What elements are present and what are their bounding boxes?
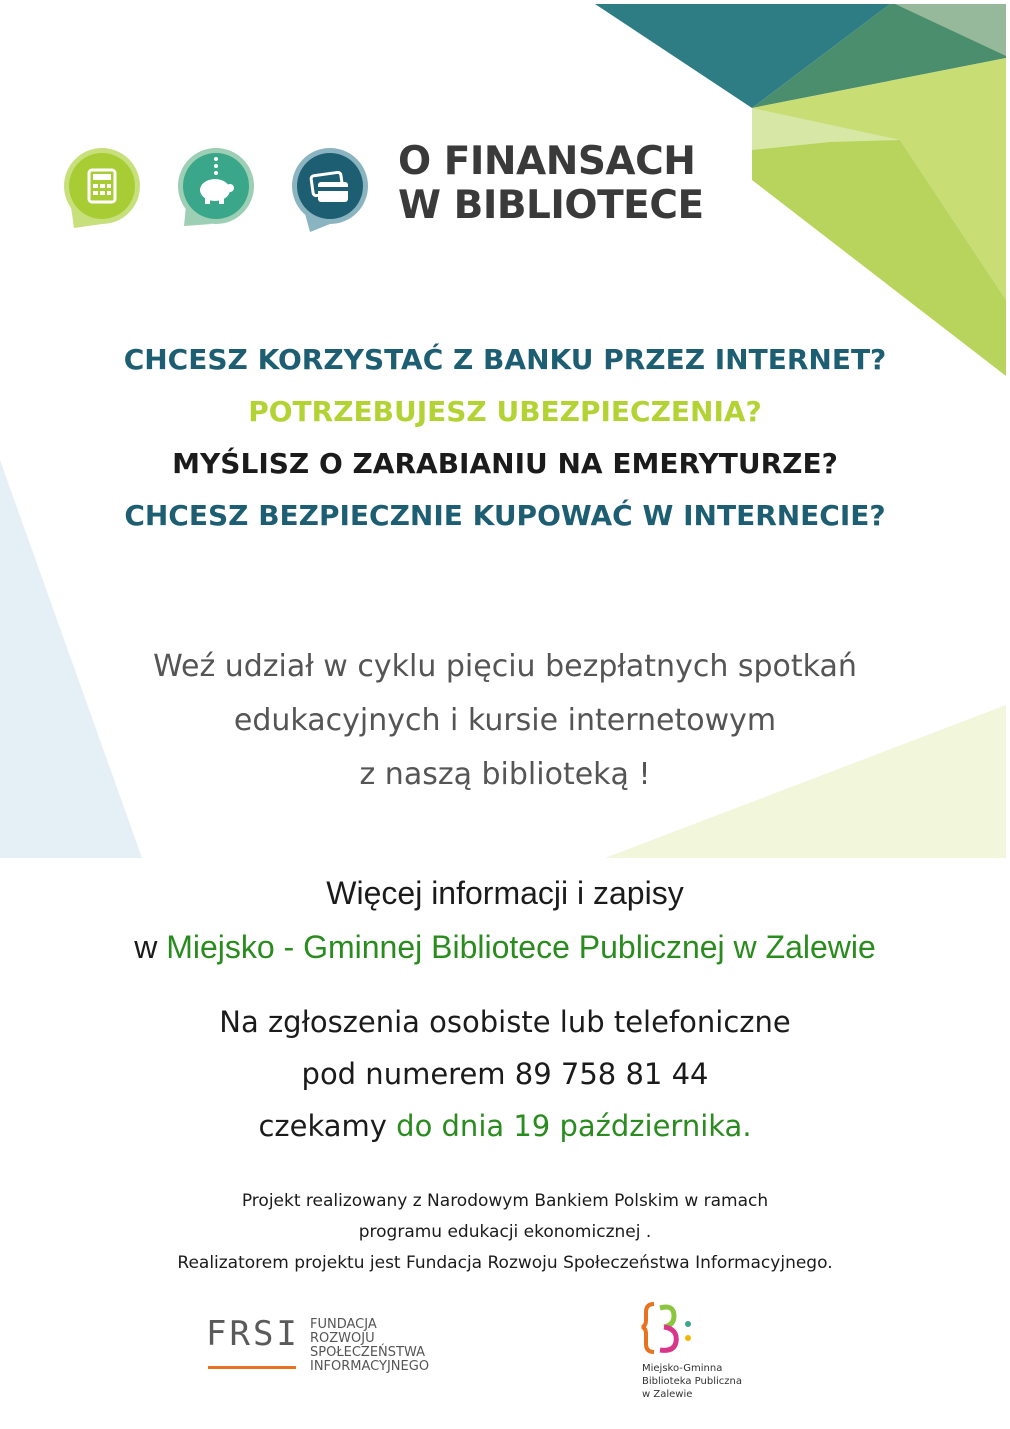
question-online-shopping: CHCESZ BEZPIECZNIE KUPOWAĆ W INTERNECIE? — [124, 499, 886, 532]
frsi-logo-mark: FRSI — [206, 1314, 300, 1354]
signup-line: Na zgłoszenia osobiste lub telefoniczne — [219, 1005, 791, 1039]
frsi-logo-underline — [208, 1366, 296, 1369]
signup-phone: pod numerem 89 758 81 44 — [301, 1057, 709, 1091]
library-logo-text — [642, 1362, 742, 1401]
library-logo-text-line: Biblioteka Publiczna — [642, 1376, 742, 1387]
project-line: Projekt realizowany z Narodowym Bankiem Polskim w ramach — [241, 1191, 769, 1211]
invitation-line: z naszą biblioteką ! — [359, 757, 651, 792]
credit-card-icon — [286, 146, 376, 236]
invitation-text — [0, 640, 1010, 802]
frsi-logo-text — [310, 1318, 429, 1374]
library-logo-text-line: w Zalewie — [642, 1389, 693, 1400]
project-line: programu edukacji ekonomicznej . — [358, 1222, 652, 1242]
library-name: Miejsko - Gminnej Bibliotece Publicznej w Zalewie — [166, 929, 876, 965]
invitation-line: Weź udział w cyklu pięciu bezpłatnych spotkań — [153, 649, 857, 684]
info-location — [0, 920, 1010, 974]
info-location-prefix: w — [134, 929, 167, 965]
campaign-title-line1: O FINANSACH — [398, 139, 696, 184]
project-info — [0, 1186, 1010, 1279]
project-line: Realizatorem projektu jest Fundacja Rozwoju Społeczeństwa Informacyjnego. — [177, 1253, 833, 1273]
signup-deadline: do dnia 19 października. — [396, 1109, 752, 1143]
question-online-banking: CHCESZ KORZYSTAĆ Z BANKU PRZEZ INTERNET? — [123, 343, 887, 376]
frsi-logo-text-line: ROZWOJU — [310, 1331, 375, 1346]
info-heading: Więcej informacji i zapisy — [326, 875, 684, 911]
campaign-title — [398, 140, 704, 228]
library-logo-icon — [640, 1300, 700, 1356]
frsi-logo-text-line: SPOŁECZEŃSTWA — [310, 1345, 425, 1360]
question-retirement: MYŚLISZ O ZARABIANIU NA EMERYTURZE? — [172, 447, 838, 480]
info-block — [0, 866, 1010, 974]
signup-deadline-line — [0, 1100, 1010, 1152]
signup-deadline-prefix: czekamy — [258, 1109, 397, 1143]
library-logo-text-line: Miejsko-Gminna — [642, 1363, 723, 1374]
campaign-title-line2: W BIBLIOTECE — [398, 183, 704, 228]
piggy-bank-icon — [172, 146, 262, 236]
frsi-logo-text-line: INFORMACYJNEGO — [310, 1359, 430, 1374]
invitation-line: edukacyjnych i kursie internetowym — [233, 703, 777, 738]
question-insurance: POTRZEBUJESZ UBEZPIECZENIA? — [248, 395, 762, 428]
calculator-icon — [54, 146, 144, 236]
frsi-logo — [206, 1316, 466, 1388]
frsi-logo-text-line: FUNDACJA — [310, 1317, 377, 1332]
questions-block — [0, 334, 1010, 542]
signup-block — [0, 996, 1010, 1152]
library-logo — [640, 1300, 800, 1410]
